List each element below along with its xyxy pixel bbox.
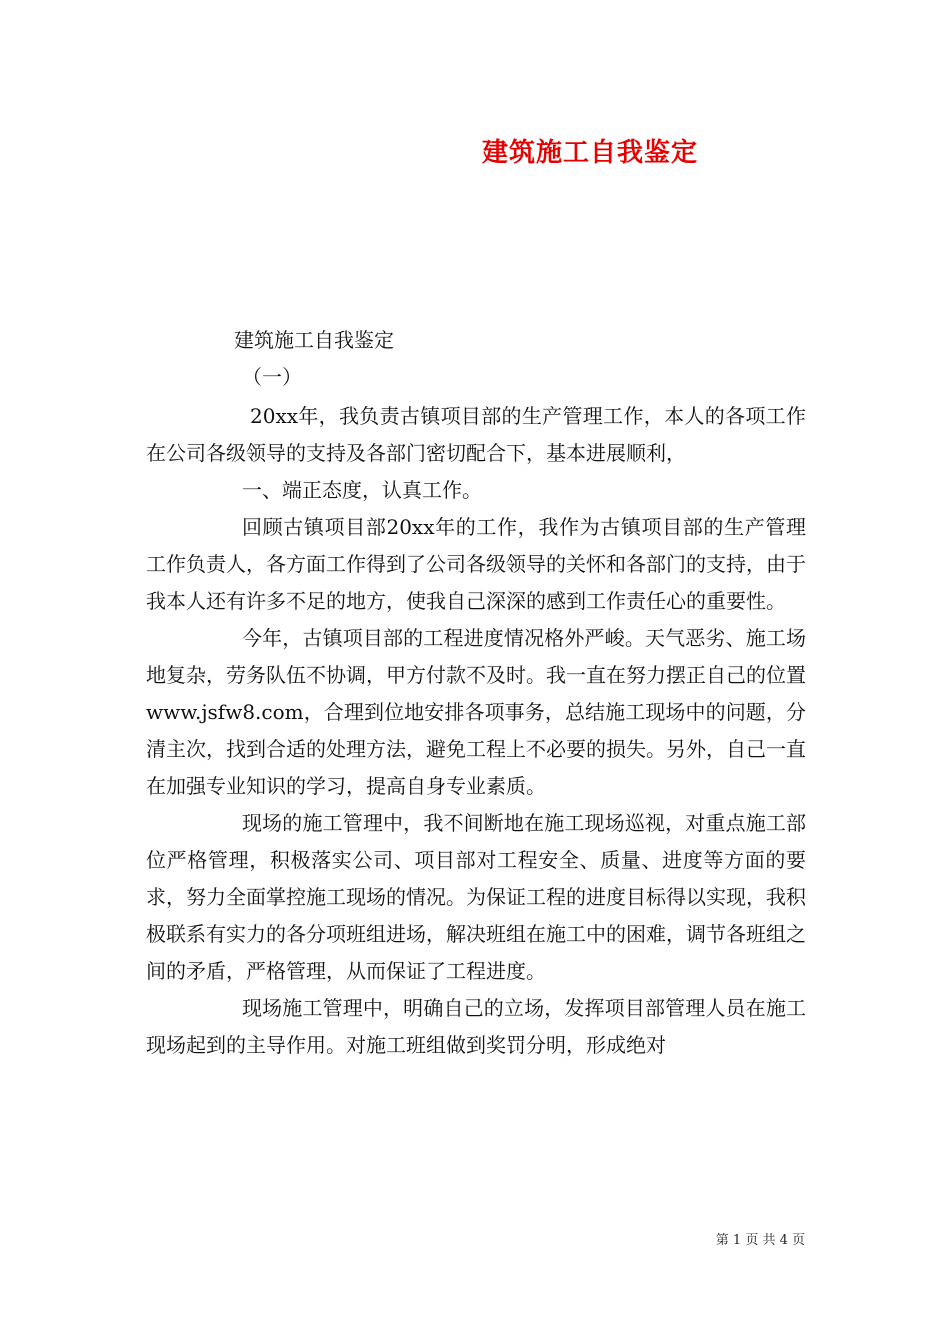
paragraph: 现场的施工管理中，我不间断地在施工现场巡视，对重点施工部位严格管理，积极落实公司、项目部对工程安全、质量、进度等方面的要求，努力全面掌控施工现场的情况。为保证工程的进度目标得以实现，我积极联系有实力的各分项班组进场，解决班组在施工中的困难，调节各班组之间的矛盾，严格管理，从而保证了工程进度。: [146, 811, 806, 983]
document-subtitle: 建筑施工自我鉴定: [234, 328, 394, 352]
paragraph: 现场施工管理中，明确自己的立场，发挥项目部管理人员在施工现场起到的主导作用。对施工班组做到奖罚分明，形成绝对: [146, 996, 806, 1057]
document-body: [146, 322, 806, 1064]
page-number: 第 1 页 共 4 页: [715, 1233, 805, 1248]
section-number: （一）: [242, 365, 302, 389]
paragraph: 回顾古镇项目部20xx年的工作，我作为古镇项目部的生产管理工作负责人，各方面工作得到了公司各级领导的关怀和各部门的支持，由于我本人还有许多不足的地方，使我自己深深的感到工作责任心的重要性。: [146, 515, 806, 613]
paragraph: 20xx年，我负责古镇项目部的生产管理工作，本人的各项工作在公司各级领导的支持及各部门密切配合下，基本进展顺利，: [146, 404, 806, 465]
page-title: 建筑施工自我鉴定: [481, 138, 698, 168]
section-heading: 一、端正态度，认真工作。: [242, 478, 482, 502]
paragraph: 今年，古镇项目部的工程进度情况格外严峻。天气恶劣、施工场地复杂，劳务队伍不协调，甲方付款不及时。我一直在努力摆正自己的位置www.jsfw8.com，合理到位地安排各项事务，总结施工现场中的问题，分清主次，找到合适的处理方法，避免工程上不必要的损失。另外，自己一直在加强专业知识的学习，提高自身专业素质。: [146, 626, 806, 798]
